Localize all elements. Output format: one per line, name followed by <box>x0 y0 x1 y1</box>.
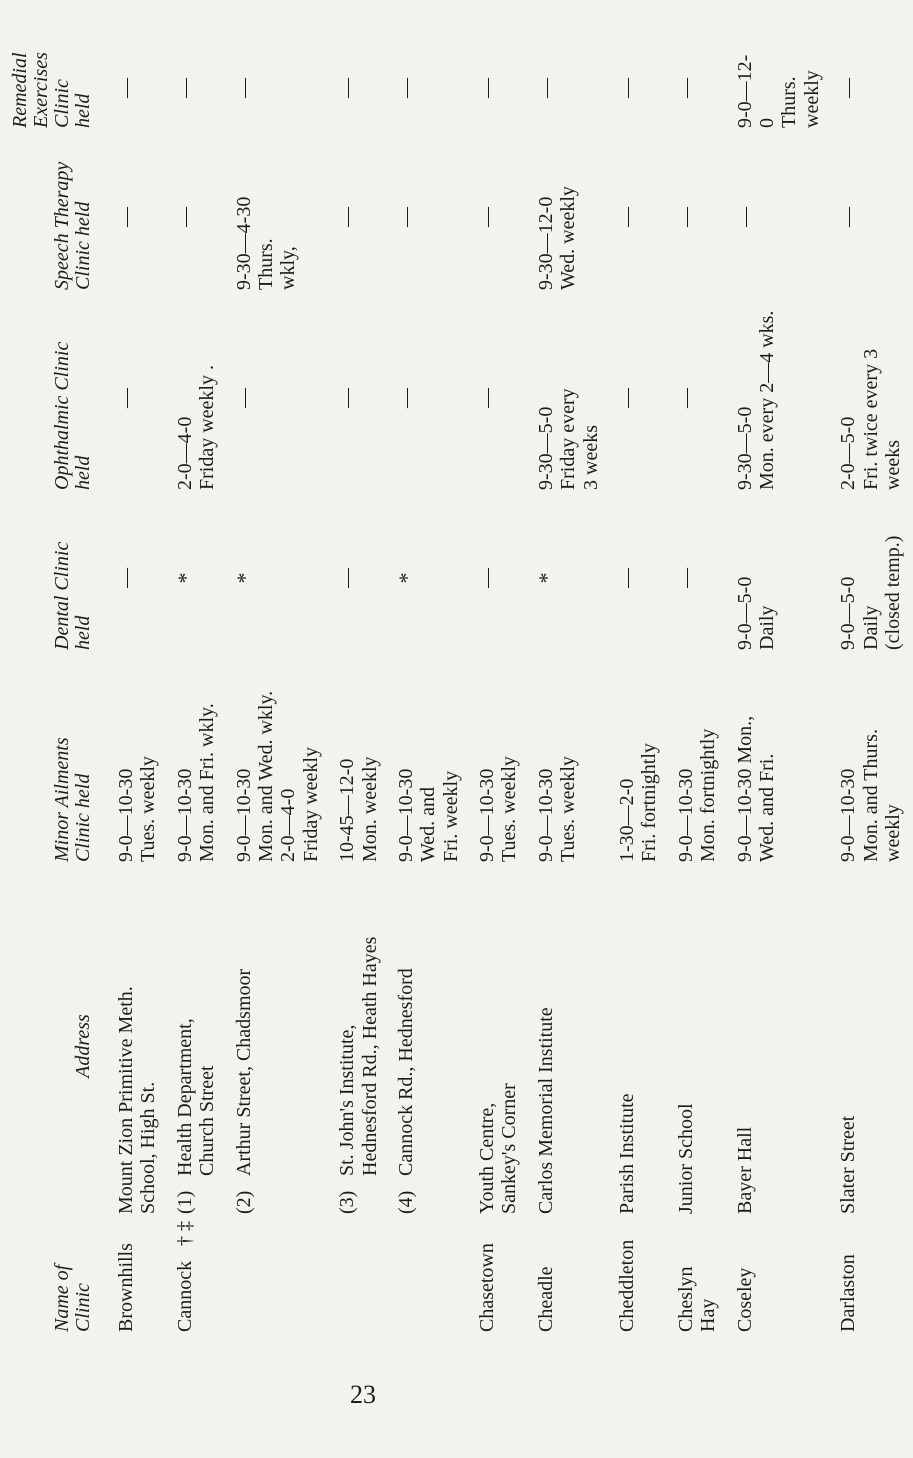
dental-cell <box>471 498 530 658</box>
ophthalmic-cell <box>670 298 729 498</box>
clinic-name-text: Cannock <box>173 1260 196 1332</box>
speech-therapy-cell <box>331 136 390 298</box>
table-row <box>390 40 471 1340</box>
minor-ailments-cell-line: 9-0—10-30 <box>394 768 417 862</box>
speech-therapy-cell-value: — <box>336 207 359 227</box>
remedial-cell <box>331 40 390 136</box>
clinic-name-text: Chasetown <box>476 1243 499 1332</box>
sub-ref: (2) <box>232 1190 255 1214</box>
clinic-address-line: Slater Street <box>837 1115 860 1214</box>
clinic-address <box>611 870 670 1222</box>
minor-ailments-cell-line: 2-0—4-0 <box>277 788 300 862</box>
minor-ailments-cell <box>331 658 390 870</box>
clinic-name <box>331 1222 390 1340</box>
clinic-name-text: Brownhills <box>115 1243 137 1332</box>
dental-cell <box>390 498 471 658</box>
ophthalmic-cell-line: 2-0—4-0 <box>173 416 196 490</box>
clinic-address <box>331 870 390 1222</box>
ophthalmic-cell-value: — <box>394 388 417 408</box>
speech-therapy-cell-value: — <box>837 207 860 227</box>
speech-therapy-cell <box>729 136 833 298</box>
header-dental: Dental Clinic held <box>51 541 94 650</box>
speech-therapy-cell-value: — <box>173 207 196 227</box>
address-line: Hednesford Rd., Heath Hayes <box>358 936 381 1176</box>
ophthalmic-cell-line: 2-0—5-0 <box>837 416 860 490</box>
minor-ailments-cell-line: 9-0—10-30 <box>534 768 557 862</box>
clinic-name-text: Cheslyn Hay <box>674 1266 720 1332</box>
minor-ailments-cell <box>471 658 530 870</box>
ophthalmic-cell <box>471 298 530 498</box>
ophthalmic-cell-value: — <box>232 388 255 408</box>
clinic-address-line: Sankey's Corner <box>498 1083 521 1214</box>
minor-ailments-cell-line: Mon. and Fri. wkly. <box>196 703 219 862</box>
table-row <box>331 40 390 1340</box>
clinic-address-line: Carlos Memorial Institute <box>534 1007 557 1214</box>
table-row <box>530 40 611 1340</box>
remedial-cell-value: — <box>173 78 196 98</box>
clinic-address <box>110 870 169 1222</box>
clinic-address-line: Mount Zion Primitive Meth. <box>115 986 137 1214</box>
header-address: Address <box>72 1014 94 1078</box>
clinic-address <box>390 870 471 1222</box>
sub-ref: (1) <box>173 1190 196 1214</box>
remedial-cell <box>228 40 332 136</box>
ophthalmic-cell-line: 3 weeks <box>579 425 602 490</box>
ophthalmic-cell-line: Friday every <box>557 388 580 490</box>
speech-therapy-cell-value: — <box>674 207 697 227</box>
dental-cell-value: * <box>172 572 198 584</box>
speech-therapy-cell <box>390 136 471 298</box>
clinic-name-text: Cheddleton <box>616 1239 639 1332</box>
clinic-name-text: Coseley <box>733 1267 756 1332</box>
remedial-cell-value: — <box>674 78 697 98</box>
table-row <box>471 40 530 1340</box>
minor-ailments-cell-line: Fri. weekly <box>439 770 462 862</box>
dental-cell <box>729 498 833 658</box>
dental-cell-value: * <box>231 572 257 584</box>
clinic-address-line: Junior School <box>674 1103 697 1214</box>
remedial-cell-value: — <box>534 78 557 98</box>
ophthalmic-cell <box>228 298 332 498</box>
remedial-cell <box>169 40 228 136</box>
address-line: Cannock Rd., Hednesford <box>394 968 417 1176</box>
ophthalmic-cell-value: — <box>616 388 639 408</box>
minor-ailments-cell <box>169 658 228 870</box>
minor-ailments-cell <box>530 658 611 870</box>
clinic-address-line: Bayer Hall <box>733 1126 756 1214</box>
ophthalmic-cell <box>331 298 390 498</box>
dental-cell-value: — <box>674 568 697 588</box>
ophthalmic-cell <box>611 298 670 498</box>
ophthalmic-cell <box>530 298 611 498</box>
table-row <box>228 40 332 1340</box>
sub-ref: (4) <box>394 1190 417 1214</box>
table-row <box>729 40 833 1340</box>
minor-ailments-cell-line: 10-45—12-0 <box>336 758 359 862</box>
minor-ailments-cell-line: Mon. fortnightly <box>697 728 720 862</box>
speech-therapy-cell-value: — <box>733 207 756 227</box>
clinic-address <box>471 870 530 1222</box>
header-minor-ailments: Minor Ailments Clinic held <box>51 737 94 862</box>
remedial-cell-line: Thurs. weekly <box>778 70 823 128</box>
ophthalmic-cell <box>169 298 228 498</box>
page-number: 23 <box>350 1380 376 1409</box>
dental-cell-value: — <box>476 568 499 588</box>
table-row <box>169 40 228 1340</box>
dental-cell-line: 9-0—5-0 <box>837 576 860 650</box>
clinic-name <box>832 1222 913 1340</box>
minor-ailments-cell-line: 9-0—10-30 <box>674 768 697 862</box>
ophthalmic-cell-line: Mon. every 2—4 wks. <box>755 310 778 490</box>
minor-ailments-cell-line: Tues. weekly <box>137 756 160 862</box>
clinic-address <box>670 870 729 1222</box>
speech-therapy-cell-value: — <box>394 207 417 227</box>
minor-ailments-cell-line: 9-0—10-30 <box>173 768 196 862</box>
minor-ailments-cell-line: weekly <box>881 804 904 862</box>
clinic-address <box>729 870 833 1222</box>
speech-therapy-cell-line: 9-30—12-0 <box>534 196 557 290</box>
dental-cell-value: * <box>533 572 559 584</box>
minor-ailments-cell <box>729 658 833 870</box>
speech-therapy-cell <box>471 136 530 298</box>
table-row <box>670 40 729 1340</box>
dental-cell <box>228 498 332 658</box>
speech-therapy-cell <box>670 136 729 298</box>
dental-cell-line: Daily <box>755 605 778 650</box>
clinic-address <box>228 870 332 1222</box>
remedial-cell <box>471 40 530 136</box>
ophthalmic-cell-value: — <box>476 388 499 408</box>
remedial-cell <box>611 40 670 136</box>
remedial-cell-value: — <box>616 78 639 98</box>
speech-therapy-cell-value: — <box>115 207 137 227</box>
clinic-name-text: Cheadle <box>534 1266 557 1332</box>
minor-ailments-cell-line: Wed. and <box>417 786 440 862</box>
header-row <box>10 40 110 1340</box>
dental-cell <box>110 498 169 658</box>
speech-therapy-cell <box>530 136 611 298</box>
address-line: Arthur Street, Chadsmoor <box>232 968 255 1176</box>
clinic-name <box>471 1222 530 1340</box>
clinic-address <box>832 870 913 1222</box>
remedial-cell-value: — <box>394 78 417 98</box>
header-ophthalmic: Ophthalmic Clinic held <box>51 341 94 490</box>
ophthalmic-cell-value: — <box>336 388 359 408</box>
remedial-cell <box>390 40 471 136</box>
minor-ailments-cell <box>228 658 332 870</box>
ophthalmic-cell-value: — <box>115 388 137 408</box>
table-row <box>832 40 913 1340</box>
clinic-address-line: Parish Institute <box>616 1093 639 1214</box>
table-row <box>611 40 670 1340</box>
header-name: Name of Clinic <box>51 1264 94 1332</box>
minor-ailments-cell-line: Tues. weekly <box>557 756 580 862</box>
dental-cell-line: Daily <box>859 605 882 650</box>
ophthalmic-cell-value: — <box>674 388 697 408</box>
ophthalmic-cell-line: Friday weekly . <box>196 365 219 490</box>
dental-cell <box>670 498 729 658</box>
speech-therapy-cell-line: 9-30—4-30 Thurs. <box>232 196 277 290</box>
dental-cell-value: — <box>336 568 359 588</box>
remedial-cell <box>670 40 729 136</box>
clinic-address <box>169 870 228 1246</box>
clinic-address-line: Youth Centre, <box>476 1102 499 1214</box>
ophthalmic-cell <box>832 298 913 498</box>
dental-cell-line: (closed temp.) <box>881 535 904 650</box>
minor-ailments-cell <box>832 658 913 870</box>
clinic-name <box>390 1222 471 1340</box>
dental-cell <box>331 498 390 658</box>
ophthalmic-cell-line: 9-30—5-0 <box>733 406 756 490</box>
remedial-cell-line: 9-0—12-0 <box>733 54 778 128</box>
remedial-cell-value: — <box>336 78 359 98</box>
clinic-name <box>530 1222 611 1340</box>
clinic-name <box>670 1222 729 1340</box>
address-line: St. John's Institute, <box>336 1024 359 1176</box>
clinic-name <box>611 1222 670 1340</box>
speech-therapy-cell-value: — <box>616 207 639 227</box>
header-remedial: Remedial Exercises Clinic held <box>9 52 94 128</box>
minor-ailments-cell-line: 9-0—10-30 <box>476 768 499 862</box>
minor-ailments-cell-line: 1-30—2-0 <box>616 778 639 862</box>
clinic-name <box>729 1222 833 1340</box>
minor-ailments-cell-line: Mon. and Wed. wkly. <box>254 690 277 862</box>
minor-ailments-cell-line: 9-0—10-30 <box>837 768 860 862</box>
speech-therapy-cell <box>611 136 670 298</box>
minor-ailments-cell <box>110 658 169 870</box>
table-row <box>110 40 169 1340</box>
clinic-name <box>228 1222 332 1340</box>
remedial-cell-value: — <box>232 78 255 98</box>
minor-ailments-cell <box>670 658 729 870</box>
remedial-cell-value: — <box>476 78 499 98</box>
minor-ailments-cell-line: Mon. weekly <box>358 756 381 862</box>
ophthalmic-cell <box>390 298 471 498</box>
clinic-schedule-table <box>10 40 913 1340</box>
header-speech-therapy: Speech Therapy Clinic held <box>51 161 94 290</box>
ophthalmic-cell-line: Fri. twice every 3 weeks <box>859 348 904 490</box>
dental-cell-value: * <box>393 572 419 584</box>
dental-cell-value: — <box>616 568 639 588</box>
remedial-cell <box>110 40 169 136</box>
speech-therapy-cell <box>110 136 169 298</box>
minor-ailments-cell-line: 9-0—10-30 <box>232 768 255 862</box>
ophthalmic-cell <box>729 298 833 498</box>
minor-ailments-cell-line: Fri. fortnightly <box>638 743 661 862</box>
speech-therapy-cell-value: — <box>476 207 499 227</box>
dental-cell-line: 9-0—5-0 <box>733 576 756 650</box>
address-line: Church Street <box>196 1065 219 1176</box>
table-body <box>110 40 913 1340</box>
sub-ref: (3) <box>336 1190 359 1214</box>
ophthalmic-cell-line: 9-30—5-0 <box>534 406 557 490</box>
dental-cell <box>832 498 913 658</box>
clinic-name <box>110 1222 169 1340</box>
minor-ailments-cell-line: 9-0—10-30 <box>115 768 137 862</box>
minor-ailments-cell <box>611 658 670 870</box>
minor-ailments-cell <box>390 658 471 870</box>
dental-cell <box>169 498 228 658</box>
footnote-marks: † ‡ <box>173 1221 196 1246</box>
speech-therapy-cell-line: wkly, <box>277 246 300 290</box>
dental-cell-value: — <box>115 568 137 588</box>
minor-ailments-cell-line: 9-0—10-30 Mon., <box>733 715 756 862</box>
remedial-cell <box>530 40 611 136</box>
minor-ailments-cell-line: Tues. weekly <box>498 756 521 862</box>
clinic-name-text: Darlaston <box>837 1254 860 1332</box>
dental-cell <box>611 498 670 658</box>
clinic-address-line: School, High St. <box>137 1081 160 1214</box>
dental-cell <box>530 498 611 658</box>
minor-ailments-cell-line: Friday weekly <box>299 747 322 862</box>
clinic-address <box>530 870 611 1222</box>
speech-therapy-cell-line: Wed. weekly <box>557 186 580 290</box>
speech-therapy-cell <box>228 136 332 298</box>
remedial-cell <box>832 40 913 136</box>
remedial-cell-value: — <box>837 78 860 98</box>
ophthalmic-cell <box>110 298 169 498</box>
speech-therapy-cell <box>169 136 228 298</box>
address-line: Health Department, <box>173 1018 196 1176</box>
minor-ailments-cell-line: Mon. and Thurs. <box>859 729 882 862</box>
minor-ailments-cell-line: Wed. and Fri. <box>755 753 778 862</box>
remedial-cell <box>729 40 833 136</box>
speech-therapy-cell <box>832 136 913 298</box>
remedial-cell-value: — <box>115 78 137 98</box>
